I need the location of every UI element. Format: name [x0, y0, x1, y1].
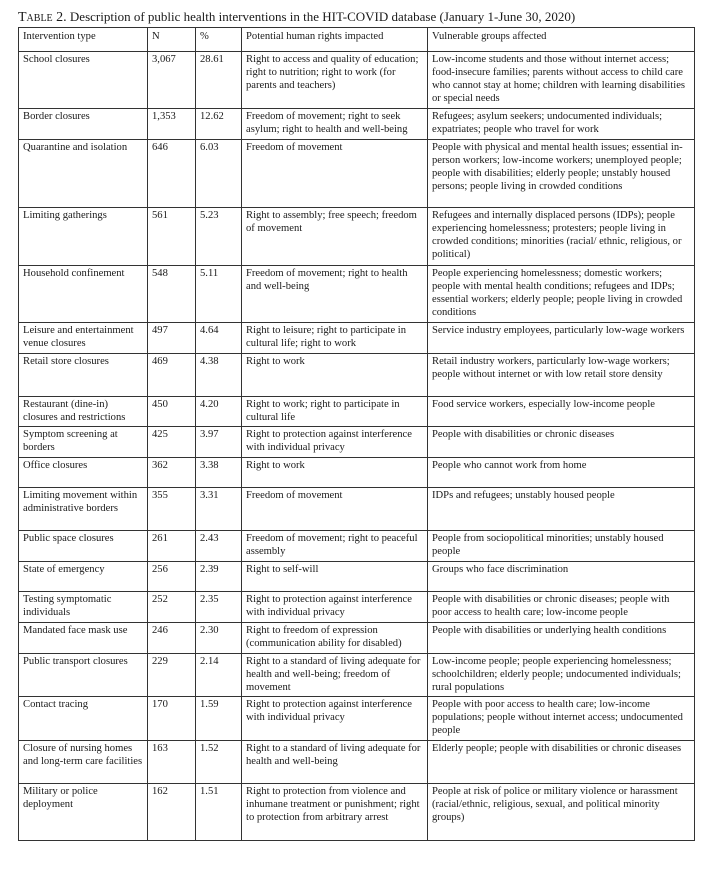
intervention-type-cell: Symptom screening at borders: [19, 427, 148, 458]
intervention-type-cell: Public space closures: [19, 531, 148, 562]
human-rights-cell: Freedom of movement; right to seek asylum; right to health and well-being: [242, 109, 428, 140]
count-cell: 162: [148, 784, 196, 841]
human-rights-cell: Right to protection against interference with individual privacy: [242, 592, 428, 623]
percent-cell: 4.64: [196, 322, 242, 353]
percent-cell: 2.43: [196, 531, 242, 562]
percent-cell: 2.39: [196, 562, 242, 592]
intervention-type-cell: Testing symptomatic individuals: [19, 592, 148, 623]
table-row: [19, 427, 695, 458]
human-rights-cell: Right to assembly; free speech; freedom of movement: [242, 207, 428, 265]
table-number: Table 2.: [18, 10, 67, 25]
count-cell: 646: [148, 139, 196, 207]
percent-cell: 2.30: [196, 622, 242, 653]
table-row: [19, 653, 695, 697]
human-rights-cell: Right to work; right to participate in cultural life: [242, 396, 428, 427]
vulnerable-groups-cell: Refugees; asylum seekers; undocumented individuals; expatriates; people who travel for work: [428, 109, 695, 140]
vulnerable-groups-cell: People from sociopolitical minorities; unstably housed people: [428, 531, 695, 562]
human-rights-cell: Freedom of movement: [242, 488, 428, 531]
header-n: N: [148, 28, 196, 52]
count-cell: 246: [148, 622, 196, 653]
human-rights-cell: Right to self-will: [242, 562, 428, 592]
percent-cell: 1.59: [196, 697, 242, 741]
count-cell: 469: [148, 353, 196, 396]
table-row: [19, 353, 695, 396]
percent-cell: 5.11: [196, 265, 242, 322]
vulnerable-groups-cell: IDPs and refugees; unstably housed people: [428, 488, 695, 531]
human-rights-cell: Freedom of movement: [242, 139, 428, 207]
table-row: [19, 396, 695, 427]
human-rights-cell: Right to protection against interference with individual privacy: [242, 697, 428, 741]
intervention-type-cell: Household confinement: [19, 265, 148, 322]
table-row: [19, 488, 695, 531]
table-row: [19, 531, 695, 562]
vulnerable-groups-cell: People with physical and mental health issues; essential in-person workers; low-income workers; unemployed people; people with disabilities; elderly people; unstably housed persons; people living in crowded conditions: [428, 139, 695, 207]
percent-cell: 28.61: [196, 52, 242, 109]
table-body: [19, 52, 695, 841]
human-rights-cell: Freedom of movement; right to health and well-being: [242, 265, 428, 322]
human-rights-cell: Right to a standard of living adequate for health and well-being: [242, 741, 428, 784]
vulnerable-groups-cell: People who cannot work from home: [428, 458, 695, 488]
count-cell: 229: [148, 653, 196, 697]
table-row: [19, 109, 695, 140]
human-rights-cell: Right to freedom of expression (communication ability for disabled): [242, 622, 428, 653]
human-rights-cell: Freedom of movement; right to peaceful assembly: [242, 531, 428, 562]
table-row: [19, 741, 695, 784]
header-human-rights: Potential human rights impacted: [242, 28, 428, 52]
vulnerable-groups-cell: People with disabilities or chronic diseases; people with poor access to health care; low-income people: [428, 592, 695, 623]
intervention-type-cell: Contact tracing: [19, 697, 148, 741]
intervention-type-cell: Closure of nursing homes and long-term care facilities: [19, 741, 148, 784]
count-cell: 170: [148, 697, 196, 741]
table-row: [19, 592, 695, 623]
intervention-type-cell: Limiting gatherings: [19, 207, 148, 265]
vulnerable-groups-cell: People with disabilities or underlying health conditions: [428, 622, 695, 653]
vulnerable-groups-cell: Retail industry workers, particularly low-wage workers; people without internet or with low retail store density: [428, 353, 695, 396]
count-cell: 561: [148, 207, 196, 265]
interventions-table: [18, 27, 695, 841]
percent-cell: 3.31: [196, 488, 242, 531]
intervention-type-cell: Restaurant (dine-in) closures and restrictions: [19, 396, 148, 427]
header-percent: %: [196, 28, 242, 52]
percent-cell: 1.51: [196, 784, 242, 841]
table-title: Description of public health interventions in the HIT-COVID database (January 1-June 30, 2020): [69, 9, 576, 24]
table-row: [19, 322, 695, 353]
vulnerable-groups-cell: Groups who face discrimination: [428, 562, 695, 592]
table-caption: [18, 9, 698, 26]
human-rights-cell: Right to access and quality of education; right to nutrition; right to work (for parents and teachers): [242, 52, 428, 109]
header-intervention-type: Intervention type: [19, 28, 148, 52]
count-cell: 252: [148, 592, 196, 623]
vulnerable-groups-cell: Service industry employees, particularly low-wage workers: [428, 322, 695, 353]
table-row: [19, 622, 695, 653]
table-row: [19, 265, 695, 322]
percent-cell: 3.97: [196, 427, 242, 458]
percent-cell: 5.23: [196, 207, 242, 265]
human-rights-cell: Right to leisure; right to participate in cultural life; right to work: [242, 322, 428, 353]
count-cell: 362: [148, 458, 196, 488]
intervention-type-cell: Border closures: [19, 109, 148, 140]
count-cell: 497: [148, 322, 196, 353]
vulnerable-groups-cell: People with poor access to health care; low-income populations; people without internet access; undocumented people: [428, 697, 695, 741]
human-rights-cell: Right to work: [242, 353, 428, 396]
vulnerable-groups-cell: Elderly people; people with disabilities or chronic diseases: [428, 741, 695, 784]
count-cell: 256: [148, 562, 196, 592]
vulnerable-groups-cell: People experiencing homelessness; domestic workers; people with mental health conditions; refugees and IDPs; essential workers; elderly people; people living in crowded conditions: [428, 265, 695, 322]
header-row: [19, 28, 695, 52]
human-rights-cell: Right to protection from violence and inhumane treatment or punishment; right to protection from arbitrary arrest: [242, 784, 428, 841]
vulnerable-groups-cell: People at risk of police or military violence or harassment (racial/ethnic, religious, sexual, and political minority groups): [428, 784, 695, 841]
vulnerable-groups-cell: Low-income students and those without internet access; food-insecure families; parents without access to child care who cannot stay at home; children with learning disabilities or special needs: [428, 52, 695, 109]
vulnerable-groups-cell: Low-income people; people experiencing homelessness; schoolchildren; elderly people; undocumented individuals; rural populations: [428, 653, 695, 697]
table-row: [19, 697, 695, 741]
count-cell: 261: [148, 531, 196, 562]
percent-cell: 2.14: [196, 653, 242, 697]
intervention-type-cell: Quarantine and isolation: [19, 139, 148, 207]
vulnerable-groups-cell: People with disabilities or chronic diseases: [428, 427, 695, 458]
percent-cell: 4.20: [196, 396, 242, 427]
intervention-type-cell: Limiting movement within administrative borders: [19, 488, 148, 531]
intervention-type-cell: Leisure and entertainment venue closures: [19, 322, 148, 353]
count-cell: 1,353: [148, 109, 196, 140]
table-row: [19, 52, 695, 109]
vulnerable-groups-cell: Refugees and internally displaced persons (IDPs); people experiencing homelessness; protesters; people living in crowded conditions; minorities (racial/ ethnic, religious, or political): [428, 207, 695, 265]
table-row: [19, 458, 695, 488]
count-cell: 163: [148, 741, 196, 784]
intervention-type-cell: Office closures: [19, 458, 148, 488]
count-cell: 450: [148, 396, 196, 427]
intervention-type-cell: School closures: [19, 52, 148, 109]
table-row: [19, 139, 695, 207]
header-vulnerable-groups: Vulnerable groups affected: [428, 28, 695, 52]
intervention-type-cell: Retail store closures: [19, 353, 148, 396]
intervention-type-cell: Public transport closures: [19, 653, 148, 697]
vulnerable-groups-cell: Food service workers, especially low-income people: [428, 396, 695, 427]
count-cell: 3,067: [148, 52, 196, 109]
table-row: [19, 784, 695, 841]
percent-cell: 6.03: [196, 139, 242, 207]
percent-cell: 2.35: [196, 592, 242, 623]
table-row: [19, 562, 695, 592]
percent-cell: 12.62: [196, 109, 242, 140]
count-cell: 548: [148, 265, 196, 322]
intervention-type-cell: State of emergency: [19, 562, 148, 592]
human-rights-cell: Right to protection against interference with individual privacy: [242, 427, 428, 458]
intervention-type-cell: Mandated face mask use: [19, 622, 148, 653]
count-cell: 355: [148, 488, 196, 531]
table-row: [19, 207, 695, 265]
human-rights-cell: Right to work: [242, 458, 428, 488]
count-cell: 425: [148, 427, 196, 458]
percent-cell: 1.52: [196, 741, 242, 784]
intervention-type-cell: Military or police deployment: [19, 784, 148, 841]
human-rights-cell: Right to a standard of living adequate for health and well-being; freedom of movement: [242, 653, 428, 697]
percent-cell: 4.38: [196, 353, 242, 396]
percent-cell: 3.38: [196, 458, 242, 488]
